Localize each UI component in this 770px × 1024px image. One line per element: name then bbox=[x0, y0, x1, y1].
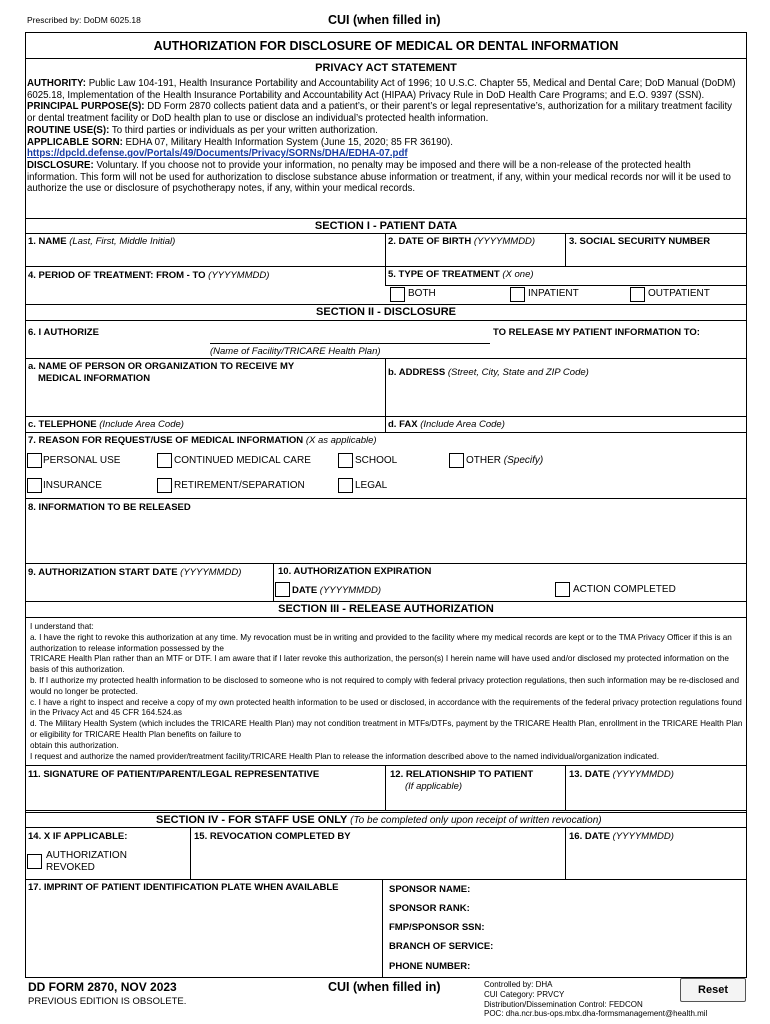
routine-text: To third parties or individuals as per your written authorization. bbox=[109, 124, 378, 136]
date-13-field[interactable] bbox=[566, 782, 746, 808]
sponsor-rank-label: SPONSOR RANK: bbox=[389, 903, 470, 914]
prescribed-by: Prescribed by: DoDM 6025.18 bbox=[27, 15, 141, 25]
continued-care-label: CONTINUED MEDICAL CARE bbox=[174, 455, 311, 466]
name-field[interactable] bbox=[26, 248, 385, 266]
sponsor-name-label: SPONSOR NAME: bbox=[389, 884, 471, 895]
other-label: OTHER (Specify) bbox=[466, 455, 544, 466]
name-label: 1. NAME (Last, First, Middle Initial) bbox=[28, 236, 176, 247]
release-label: TO RELEASE MY PATIENT INFORMATION TO: bbox=[493, 327, 700, 338]
section1-title: SECTION I - PATIENT DATA bbox=[314, 220, 458, 232]
period-label: 4. PERIOD OF TREATMENT: FROM - TO (YYYYMMDD) bbox=[28, 270, 270, 281]
start-date-label: 9. AUTHORIZATION START DATE (YYYYMMDD) bbox=[28, 567, 242, 578]
date-16-label: 16. DATE (YYYYMMDD) bbox=[569, 831, 674, 842]
facility-hint: (Name of Facility/TRICARE Health Plan) bbox=[210, 346, 381, 357]
action-completed-checkbox[interactable] bbox=[555, 582, 570, 597]
phone-label: c. TELEPHONE (Include Area Code) bbox=[28, 419, 184, 430]
dob-label: 2. DATE OF BIRTH (YYYYMMDD) bbox=[388, 236, 536, 247]
revocation-label: 15. REVOCATION COMPLETED BY bbox=[194, 831, 351, 842]
privacy-title: PRIVACY ACT STATEMENT bbox=[315, 62, 457, 74]
continued-care-checkbox[interactable] bbox=[157, 453, 172, 468]
info-label: 8. INFORMATION TO BE RELEASED bbox=[28, 502, 191, 513]
routine-label: ROUTINE USE(S): bbox=[27, 124, 110, 136]
phone-number-field[interactable] bbox=[480, 957, 745, 975]
insurance-label: INSURANCE bbox=[43, 480, 102, 491]
personal-use-label: PERSONAL USE bbox=[43, 455, 121, 466]
authorize-facility-field[interactable] bbox=[100, 322, 480, 342]
period-field[interactable] bbox=[26, 283, 385, 301]
other-checkbox[interactable] bbox=[449, 453, 464, 468]
reset-button[interactable]: Reset bbox=[680, 978, 746, 1002]
sorn-link[interactable]: https://dpcld.defense.gov/Portals/49/Documents/Privacy/SORNs/DHA/EDHA-07.pdf bbox=[27, 148, 408, 160]
recipient-label-1: a. NAME OF PERSON OR ORGANIZATION TO RECEIVE MY bbox=[28, 361, 295, 372]
relationship-hint: (If applicable) bbox=[405, 781, 463, 792]
retirement-checkbox[interactable] bbox=[157, 478, 172, 493]
purpose-text: DD Form 2870 collects patient data and a patient’s, or their parent’s or legal representative’s, authorization for a military treatment facility or dental treatment facility or DoD health plan to use or disclose an individual’s protected health information. bbox=[27, 101, 732, 125]
inpatient-checkbox[interactable] bbox=[510, 287, 525, 302]
sponsor-name-field[interactable] bbox=[480, 880, 745, 898]
sorn-label: APPLICABLE SORN: bbox=[27, 136, 123, 148]
section3-title: SECTION III - RELEASE AUTHORIZATION bbox=[278, 603, 494, 615]
branch-field[interactable] bbox=[500, 937, 745, 955]
revoked-label-2: REVOKED bbox=[46, 862, 95, 873]
sponsor-ssn-field[interactable] bbox=[480, 918, 745, 936]
reason-label: 7. REASON FOR REQUEST/USE OF MEDICAL INFORMATION (X as applicable) bbox=[28, 435, 377, 446]
start-date-field[interactable] bbox=[26, 580, 271, 598]
revocation-field[interactable] bbox=[191, 844, 564, 876]
signature-label: 11. SIGNATURE OF PATIENT/PARENT/LEGAL REPRESENTATIVE bbox=[28, 769, 320, 780]
outpatient-checkbox[interactable] bbox=[630, 287, 645, 302]
section2-title: SECTION II - DISCLOSURE bbox=[316, 306, 456, 318]
address-label: b. ADDRESS (Street, City, State and ZIP Code) bbox=[388, 367, 589, 378]
legal-checkbox[interactable] bbox=[338, 478, 353, 493]
relationship-field[interactable] bbox=[386, 792, 564, 808]
relationship-label: 12. RELATIONSHIP TO PATIENT bbox=[390, 769, 534, 780]
both-checkbox[interactable] bbox=[390, 287, 405, 302]
revoked-label-1: AUTHORIZATION bbox=[46, 850, 127, 861]
section4-title: SECTION IV - FOR STAFF USE ONLY (To be completed only upon receipt of written revocation) bbox=[156, 814, 602, 826]
phone-number-label: PHONE NUMBER: bbox=[389, 961, 471, 972]
exp-date-label: DATE (YYYYMMDD) bbox=[292, 585, 382, 596]
cui-footer: CUI (when filled in) bbox=[328, 980, 441, 994]
address-field[interactable] bbox=[386, 380, 746, 414]
exp-date-checkbox[interactable] bbox=[275, 582, 290, 597]
date-13-label: 13. DATE (YYYYMMDD) bbox=[569, 769, 674, 780]
cui-header: CUI (when filled in) bbox=[328, 13, 441, 27]
outpatient-label: OUTPATIENT bbox=[648, 288, 710, 299]
school-checkbox[interactable] bbox=[338, 453, 353, 468]
ssn-field[interactable] bbox=[566, 248, 746, 266]
school-label: SCHOOL bbox=[355, 455, 398, 466]
legal-label: LEGAL bbox=[355, 480, 388, 491]
branch-label: BRANCH OF SERVICE: bbox=[389, 941, 494, 952]
other-specify-field[interactable] bbox=[550, 452, 745, 470]
dob-field[interactable] bbox=[386, 248, 564, 266]
exp-date-field[interactable] bbox=[392, 581, 550, 599]
both-label: BOTH bbox=[408, 288, 436, 299]
sponsor-ssn-label: FMP/SPONSOR SSN: bbox=[389, 922, 485, 933]
type-label: 5. TYPE OF TREATMENT (X one) bbox=[388, 269, 534, 280]
obsolete-note: PREVIOUS EDITION IS OBSOLETE. bbox=[28, 996, 187, 1007]
disclosure-label: DISCLOSURE: bbox=[27, 159, 94, 171]
action-completed-label: ACTION COMPLETED bbox=[573, 584, 676, 595]
expiration-label: 10. AUTHORIZATION EXPIRATION bbox=[278, 566, 432, 577]
footer-control-info: Controlled by: DHA CUI Category: PRVCY Distribution/Dissemination Control: FEDCON POC: dha.ncr.bus-ops.mbx.dha-formsmanagement@health.mil bbox=[484, 980, 708, 1019]
date-16-field[interactable] bbox=[566, 844, 746, 876]
purpose-label: PRINCIPAL PURPOSE(S): bbox=[27, 101, 145, 113]
sorn-text: EDHA 07, Military Health Information System (June 15, 2020; 85 FR 36190). bbox=[122, 136, 453, 148]
insurance-checkbox[interactable] bbox=[27, 478, 42, 493]
authority-label: AUTHORITY: bbox=[27, 78, 87, 89]
ssn-label: 3. SOCIAL SECURITY NUMBER bbox=[569, 236, 711, 247]
form-title: AUTHORIZATION FOR DISCLOSURE OF MEDICAL OR DENTAL INFORMATION bbox=[153, 39, 619, 53]
signature-field[interactable] bbox=[26, 782, 385, 808]
personal-use-checkbox[interactable] bbox=[27, 453, 42, 468]
authorize-label: 6. I AUTHORIZE bbox=[28, 327, 99, 338]
recipient-label-2: MEDICAL INFORMATION bbox=[38, 373, 151, 384]
x-if-applicable-label: 14. X IF APPLICABLE: bbox=[28, 831, 128, 842]
form-id: DD FORM 2870, NOV 2023 bbox=[28, 980, 177, 994]
privacy-statement bbox=[27, 78, 743, 195]
sponsor-rank-field[interactable] bbox=[480, 899, 745, 917]
inpatient-label: INPATIENT bbox=[528, 288, 579, 299]
recipient-field[interactable] bbox=[26, 386, 385, 414]
fax-label: d. FAX (Include Area Code) bbox=[388, 419, 505, 430]
authority-text: Public Law 104-191, Health Insurance Portability and Accountability Act of 1996; 10 U.S.C. Chapter 55, Medical and Dental Care; DoD Manual (DoDM) 6025.18, Implementation of the Health Insurance Portability and Accountability Act (HIPAA) Privacy Rule in DoD Health Care Programs; and E.O. 9397 (SSN). bbox=[27, 78, 736, 101]
revoked-checkbox[interactable] bbox=[27, 854, 42, 869]
info-field[interactable] bbox=[26, 515, 746, 561]
imprint-label: 17. IMPRINT OF PATIENT IDENTIFICATION PLATE WHEN AVAILABLE bbox=[28, 882, 339, 893]
retirement-label: RETIREMENT/SEPARATION bbox=[174, 480, 305, 491]
disclosure-text: Voluntary. If you choose not to provide your information, no penalty may be imposed and there will be a non-release of the protected health information. This form will not be used for authorization to disclose substance abuse information or treatment, if any, within your medical records nor will it be used to authorize the use or disclosure of psychotherapy notes, if any, within your medical records. bbox=[27, 159, 731, 195]
understand-text: I understand that: a. I have the right to revoke this authorization at any time. My revocation must be in writing and provided to the facility where my medical records are kept or to the TMA Privacy Officer if this is an authorization to release information possessed by the TRICARE Health Plan rather than an MTF or DTF. I am aware that if I later revoke this authorization, the person(s) I herein name will have used and/or disclosed my protected information on the basis of this authorization. b. If I authorize my protected health information to be disclosed to someone who is not required to comply with federal privacy protection regulations, then such information may be re-disclosed and would no longer be protected. c. I have a right to inspect and receive a copy of my own protected health information to be used or disclosed, in accordance with the requirements of the federal privacy protection regulations found in the Privacy Act and 45 CFR 164.524.as d. The Military Health System (which includes the TRICARE Health Plan) may not condition treatment in MTFs/DTFs, payment by the TRICARE Health Plan, enrollment in the TRICARE Health Plan or eligibility for TRICARE Health Plan benefits on failure to obtain this authorization. I request and authorize the named provider/treatment facility/TRICARE Health Plan to release the information described above to the named individual/organization indicated. bbox=[30, 622, 743, 761]
